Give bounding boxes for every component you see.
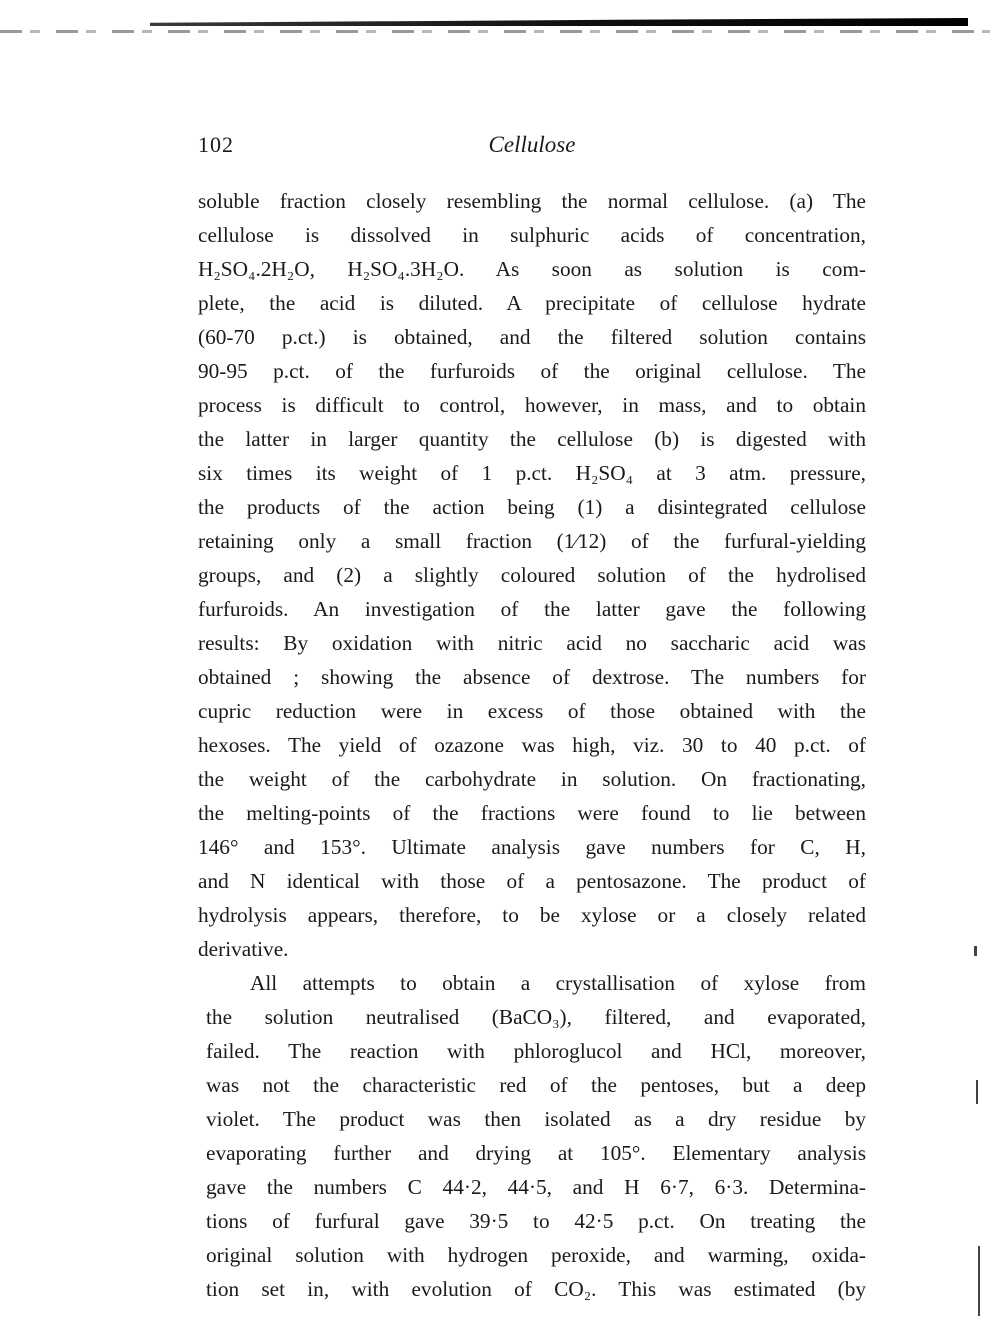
page-number: 102 <box>198 132 234 157</box>
text-line: obtained ; showing the absence of dextrose. The numbers for <box>198 665 866 689</box>
text-line: cellulose is dissolved in sulphuric acids of concentration, <box>198 223 866 247</box>
text-line: 146° and 153°. Ultimate analysis gave numbers for C, H, <box>198 835 866 859</box>
text-line: the products of the action being (1) a disintegrated cellulose <box>198 495 866 519</box>
text-line: six times its weight of 1 p.ct. H₂SO₄ at 3 atm. pressure, <box>198 461 866 485</box>
text-line: cupric reduction were in excess of those obtained with the <box>198 699 866 723</box>
text-line: results: By oxidation with nitric acid no saccharic acid was <box>198 631 866 655</box>
text-line: (60-70 p.ct.) is obtained, and the filtered solution contains <box>198 325 866 349</box>
paragraph-2 <box>198 966 866 1306</box>
text-line: gave the numbers C 44·2, 44·5, and H 6·7, 6·3. Determina- <box>206 1175 866 1199</box>
text-line: derivative. <box>198 937 289 961</box>
text-line: the weight of the carbohydrate in solution. On fractionating, <box>198 767 866 791</box>
text-line: plete, the acid is diluted. A precipitate of cellulose hydrate <box>198 291 866 315</box>
text-line: groups, and (2) a slightly coloured solution of the hydrolised <box>198 563 866 587</box>
scan-top-rule <box>150 18 968 26</box>
scan-edge-noise <box>0 30 990 33</box>
text-line: process is difficult to control, however, in mass, and to obtain <box>198 393 866 417</box>
scan-margin-mark <box>978 1246 980 1316</box>
text-line: All attempts to obtain a crystallisation of xylose from <box>250 971 866 995</box>
text-line: hexoses. The yield of ozazone was high, viz. 30 to 40 p.ct. of <box>198 733 866 757</box>
text-line: evaporating further and drying at 105°. Elementary analysis <box>206 1141 866 1165</box>
text-line: original solution with hydrogen peroxide, and warming, oxida- <box>206 1243 866 1267</box>
text-line: 90-95 p.ct. of the furfuroids of the original cellulose. The <box>198 359 866 383</box>
text-line: tion set in, with evolution of CO₂. This was estimated (by <box>206 1277 866 1301</box>
text-line: hydrolysis appears, therefore, to be xylose or a closely related <box>198 903 866 927</box>
text-line: was not the characteristic red of the pentoses, but a deep <box>206 1073 866 1097</box>
text-line: failed. The reaction with phloroglucol and HCl, moreover, <box>206 1039 866 1063</box>
text-line: H₂SO₄.2H₂O, H₂SO₄.3H₂O. As soon as solution is com- <box>198 257 866 281</box>
running-title: Cellulose <box>488 132 576 157</box>
scan-margin-mark <box>976 1080 978 1104</box>
text-line: retaining only a small fraction (1⁄12) of the furfural-yielding <box>198 529 866 553</box>
text-line: soluble fraction closely resembling the normal cellulose. (a) The <box>198 189 866 213</box>
text-line: the solution neutralised (BaCO₃), filtered, and evaporated, <box>206 1005 866 1029</box>
text-line: furfuroids. An investigation of the latter gave the following <box>198 597 866 621</box>
page-header <box>198 132 866 162</box>
text-line: and N identical with those of a pentosazone. The product of <box>198 869 866 893</box>
text-line: tions of furfural gave 39·5 to 42·5 p.ct. On treating the <box>206 1209 866 1233</box>
text-line: violet. The product was then isolated as a dry residue by <box>206 1107 866 1131</box>
paragraph-1 <box>198 184 866 966</box>
text-line: the latter in larger quantity the cellulose (b) is digested with <box>198 427 866 451</box>
scan-margin-mark <box>974 946 977 956</box>
text-line: the melting-points of the fractions were found to lie between <box>198 801 866 825</box>
page-body <box>198 184 866 1306</box>
